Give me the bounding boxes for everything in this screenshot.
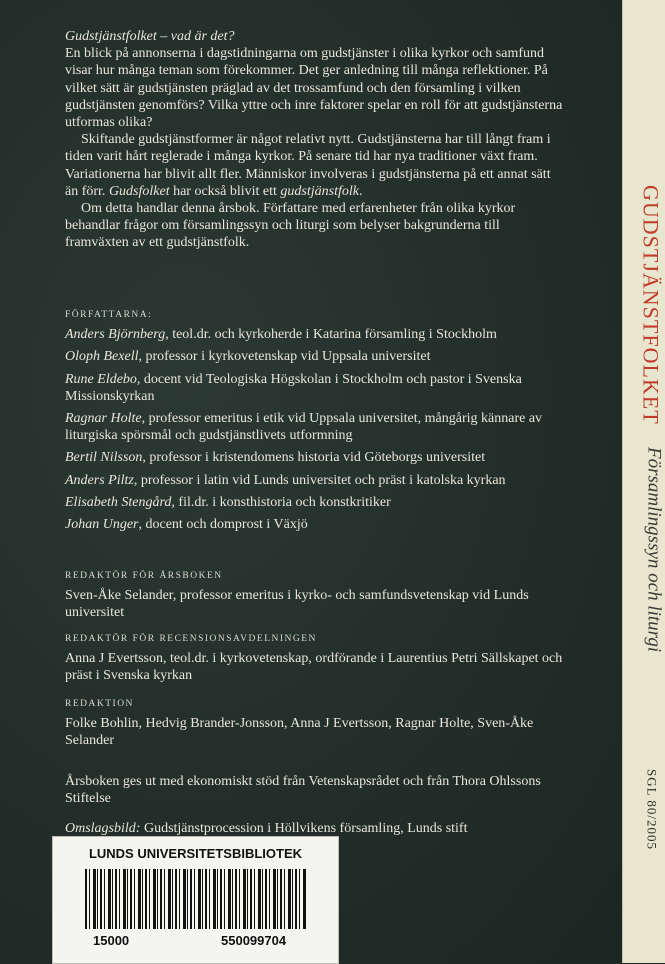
intro-paragraph-2-italic-1: Gudsfolket [108,183,170,199]
editorial-label: REDAKTION [65,699,134,709]
intro-paragraph-3: Om detta handlar denna årsbok. Författare med erfarenheter från olika kyrkor behandlar frågor om församlingssyn och liturgi som belyser bakgrunderna till framväxten av ett gudstjänstfolk. [65,201,516,251]
author-entry [65,449,565,466]
author-name: Bertil Nilsson [65,450,143,466]
author-entry [65,410,565,444]
cover-image-text: Gudstjänstprocession i Höllvikens församling, Lunds stift [140,821,468,836]
barcode [85,869,307,929]
author-description: , docent och domprost i Växjö [138,517,308,533]
intro-paragraph-2-text: Skiftande gudstjänstformer är något relativt nytt. Gudstjänsterna har till långt fram i tiden varit hårt reglerade i många kyrkor. På senare tid har nya traditioner växt fram. Variationerna har blivit allt fler. Människor involveras i gudstjänsterna på ett annat sätt än förr. [65,132,551,199]
editorial-text: Folke Bohlin, Hedvig Brander-Jonsson, Anna J Evertsson, Ragnar Holte, Sven-Åke Selander [65,716,534,749]
support-section [65,773,565,807]
intro-paragraph-2-italic-2: gudstjänstfolk [280,183,359,199]
review-editor-section [65,631,565,685]
intro-paragraph-2-text-b: har också blivit ett [173,183,277,199]
editor-section [65,568,565,622]
author-description: , professor i kyrkovetenskap vid Uppsala universitet [138,349,431,365]
author-description: , professor emeritus i etik vid Uppsala universitet, mångårig kännare av liturgiska spörsmål och gudstjänstlivets utformning [65,411,543,444]
author-description: , professor i kristendomens historia vid Göteborgs universitet [142,450,486,466]
library-barcode-label [52,836,339,964]
intro-section [65,28,565,252]
author-description: , teol.dr. och kyrkoherde i Katarina församling i Stockholm [165,327,497,343]
book-spine [622,0,665,963]
author-description: , fil.dr. i konsthistoria och konstkritiker [171,494,391,510]
barcode-number-left: 15000 [93,933,130,948]
author-entry [65,371,565,405]
authors-label: FÖRFATTARNA: [65,310,153,320]
library-name: LUNDS UNIVERSITETSBIBLIOTEK [88,846,303,861]
editor-text: Sven-Åke Selander, professor emeritus i kyrko- och samfundsvetenskap vid Lunds universitet [65,588,529,621]
review-editor-label: REDAKTÖR FÖR RECENSIONSAVDELNINGEN [65,634,317,644]
support-text: Årsboken ges ut med ekonomiskt stöd från Vetenskapsrådet och från Thora Ohlssons Stiftelse [65,774,541,807]
author-name: Rune Eldebo [65,371,137,387]
author-entry [65,348,565,365]
author-name: Elisabeth Stengård [65,494,172,510]
editorial-section [65,696,565,750]
author-description: , professor i latin vid Lunds universitet och präst i katolska kyrkan [133,472,506,488]
author-entry [65,516,565,533]
author-name: Oloph Bexell [65,349,139,365]
authors-list [65,326,565,533]
spine-title: GUDSTJÄNSTFOLKET [638,184,663,425]
cover-image-credit [65,820,565,837]
author-entry [65,494,565,511]
author-name: Johan Unger [65,517,139,533]
author-description: , docent vid Teologiska Högskolan i Stockholm och pastor i Svenska Missionskyrkan [65,371,522,404]
intro-paragraph-1: En blick på annonserna i dagstidningarna om gudstjänster i olika kyrkor och samfund visar hur många teman som förekommer. Det ger anledning till många reflektioner. På vilket sätt är gudstjänsten präglad av det trossamfund och den församling i vilken gudstjänsten genomförs? Vilka yttre och inre faktorer spelar en roll för att gudstjänsterna utformas olika? [65,46,563,131]
review-editor-text: Anna J Evertsson, teol.dr. i kyrkovetenskap, ordförande i Laurentius Petri Sällskapet och präst i Svenska kyrkan [65,651,563,684]
authors-section [65,307,565,538]
intro-paragraph-2 [65,131,565,200]
author-entry [65,472,565,489]
author-name: Anders Piltz [65,472,134,488]
barcode-number-right: 550099704 [221,933,287,948]
intro-heading: Gudstjänstfolket – vad är det? [65,29,235,44]
cover-image-label: Omslagsbild: [65,821,141,836]
spine-subtitle: Församlingssyn och liturgi [643,446,664,652]
spine-text-container [623,17,665,947]
intro-paragraph-2-end: . [358,183,363,199]
spine-series-code: SGL 80/2005 [644,768,659,850]
author-entry [65,326,565,343]
author-name: Ragnar Holte [65,411,142,427]
editor-label: REDAKTÖR FÖR ÅRSBOKEN [65,571,223,581]
author-name: Anders Björnberg [65,327,166,343]
